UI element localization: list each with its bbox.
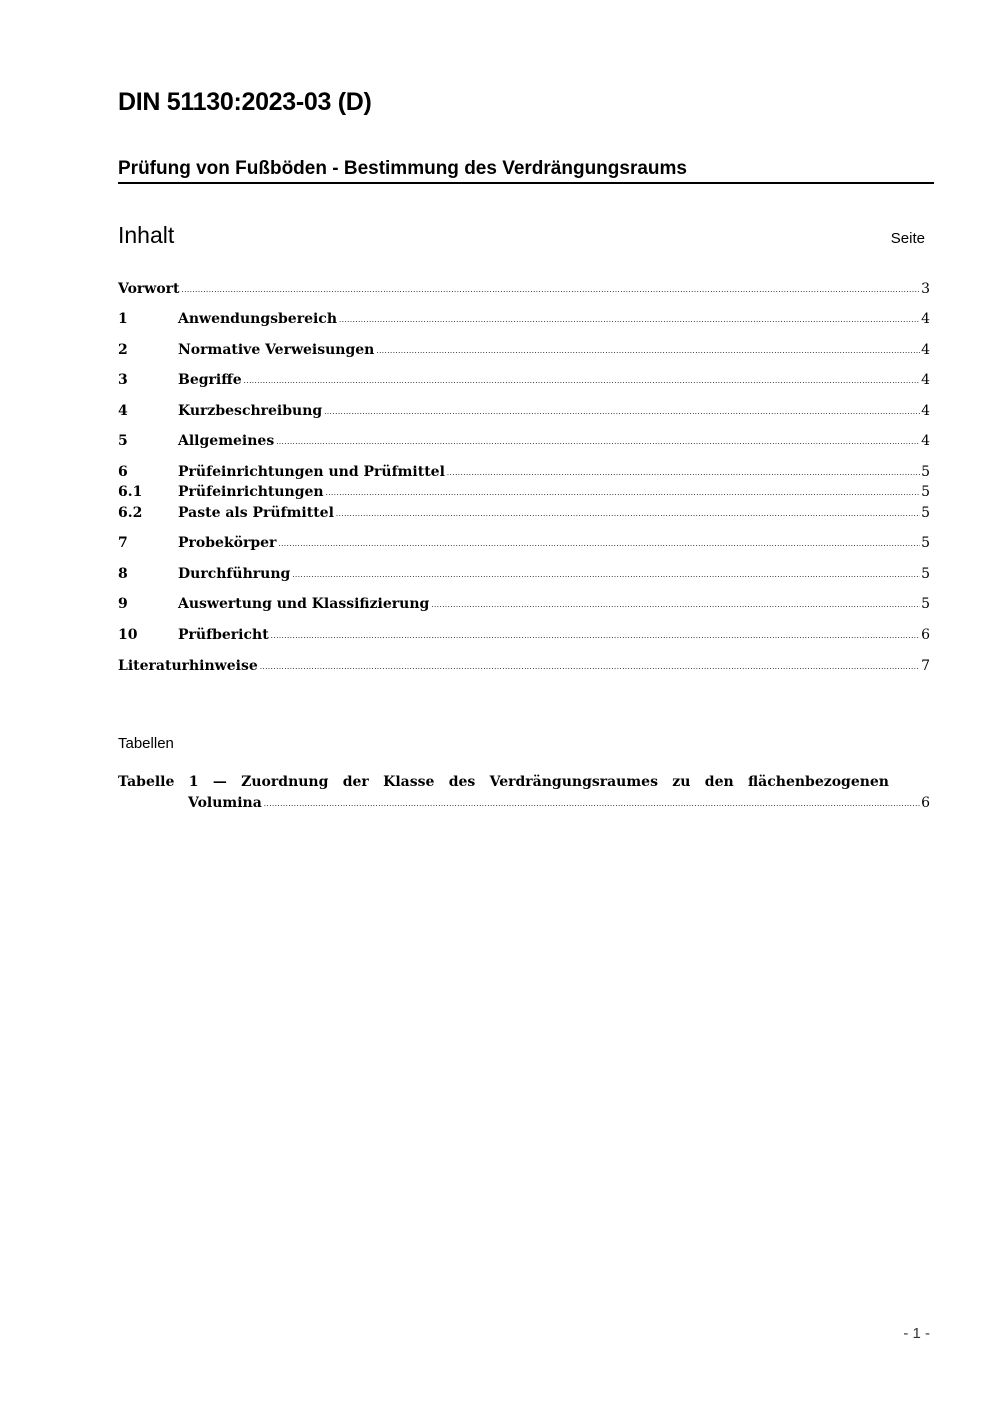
toc-leader-dots <box>264 795 920 814</box>
toc-entry-label: Anwendungsbereich <box>178 311 337 327</box>
toc-entry-label: Normative Verweisungen <box>178 342 375 358</box>
toc-leader-dots <box>336 505 920 524</box>
table-entry-label-line2: Volumina <box>188 795 262 811</box>
table-entry-page: 6 <box>921 795 930 811</box>
toc-entry-label: Prüfeinrichtungen <box>178 484 324 500</box>
toc-entry-number: 2 <box>118 342 128 358</box>
toc-entry-literaturhinweise[interactable] <box>118 657 930 676</box>
toc-entry-4[interactable] <box>118 402 930 421</box>
toc-entry-2[interactable] <box>118 341 930 360</box>
toc-entry-page: 5 <box>921 484 930 500</box>
toc-leader-dots <box>271 627 920 646</box>
toc-leader-dots <box>292 566 920 585</box>
toc-entry-number: 3 <box>118 372 128 388</box>
page-number: - 1 - <box>903 1325 930 1342</box>
toc-entry-label: Allgemeines <box>178 433 275 449</box>
table-entry-label-line1: Tabelle 1 — Zuordnung der Klasse des Verdrängungsraumes zu den flächenbezogenen <box>118 774 889 790</box>
toc-entry-number: 5 <box>118 433 128 449</box>
toc-entry-5[interactable] <box>118 432 930 451</box>
toc-entry-label: Prüfbericht <box>178 627 269 643</box>
toc-entry-page: 5 <box>921 566 930 582</box>
toc-entry-label: Literaturhinweise <box>118 658 258 674</box>
toc-entry-page: 5 <box>921 535 930 551</box>
document-id: DIN 51130:2023-03 (D) <box>118 88 372 116</box>
toc-leader-dots <box>376 342 920 361</box>
toc-entry-number: 9 <box>118 596 128 612</box>
toc-entry-page: 4 <box>921 372 930 388</box>
toc-entry-page: 6 <box>921 627 930 643</box>
table-entry-line2 <box>188 794 930 813</box>
toc-leader-dots <box>182 281 921 300</box>
toc-entry-6-2[interactable] <box>118 504 930 523</box>
toc-entry-page: 5 <box>921 505 930 521</box>
toc-entry-page: 5 <box>921 464 930 480</box>
toc-entry-page: 7 <box>921 658 930 674</box>
toc-leader-dots <box>244 372 920 391</box>
toc-leader-dots <box>324 403 920 422</box>
toc-entry-page: 4 <box>921 342 930 358</box>
toc-leader-dots <box>278 535 920 554</box>
toc-entry-label: Durchführung <box>178 566 291 582</box>
toc-leader-dots <box>276 433 920 452</box>
tables-heading: Tabellen <box>118 735 174 752</box>
toc-entry-number: 6.2 <box>118 505 143 521</box>
toc-leader-dots <box>431 596 920 615</box>
toc-entry-label: Auswertung und Klassifizierung <box>178 596 430 612</box>
toc-entry-page: 4 <box>921 433 930 449</box>
toc-entry-6-1[interactable] <box>118 483 930 502</box>
toc-entry-label: Vorwort <box>118 281 180 297</box>
toc-entry-9[interactable] <box>118 595 930 614</box>
toc-entry-number: 8 <box>118 566 128 582</box>
toc-entry-label: Begriffe <box>178 372 242 388</box>
toc-entry-6[interactable] <box>118 463 930 482</box>
toc-leader-dots <box>339 311 920 330</box>
toc-entry-number: 7 <box>118 535 128 551</box>
contents-heading: Inhalt <box>118 222 175 248</box>
toc-entry-10[interactable] <box>118 626 930 645</box>
document-title: Prüfung von Fußböden - Bestimmung des Verdrängungsraums <box>118 158 934 184</box>
toc-entry-number: 4 <box>118 403 128 419</box>
toc-entry-page: 4 <box>921 403 930 419</box>
toc-entry-7[interactable] <box>118 534 930 553</box>
toc-entry-number: 1 <box>118 311 128 327</box>
toc-entry-page: 5 <box>921 596 930 612</box>
toc-leader-dots <box>326 484 920 503</box>
toc-entry-label: Prüfeinrichtungen und Prüfmittel <box>178 464 445 480</box>
toc-leader-dots <box>260 658 920 677</box>
toc-leader-dots <box>447 464 920 483</box>
toc-entry-3[interactable] <box>118 371 930 390</box>
toc-entry-label: Kurzbeschreibung <box>178 403 323 419</box>
toc-entry-number: 10 <box>118 627 138 643</box>
toc-entry-8[interactable] <box>118 565 930 584</box>
toc-entry-vorwort[interactable] <box>118 280 930 299</box>
toc-entry-page: 3 <box>921 281 930 297</box>
toc-entry-1[interactable] <box>118 310 930 329</box>
toc-entry-page: 4 <box>921 311 930 327</box>
page-column-label: Seite <box>890 230 925 247</box>
toc-entry-label: Probekörper <box>178 535 277 551</box>
toc-entry-number: 6.1 <box>118 484 143 500</box>
toc-entry-label: Paste als Prüfmittel <box>178 505 334 521</box>
toc-entry-number: 6 <box>118 464 128 480</box>
